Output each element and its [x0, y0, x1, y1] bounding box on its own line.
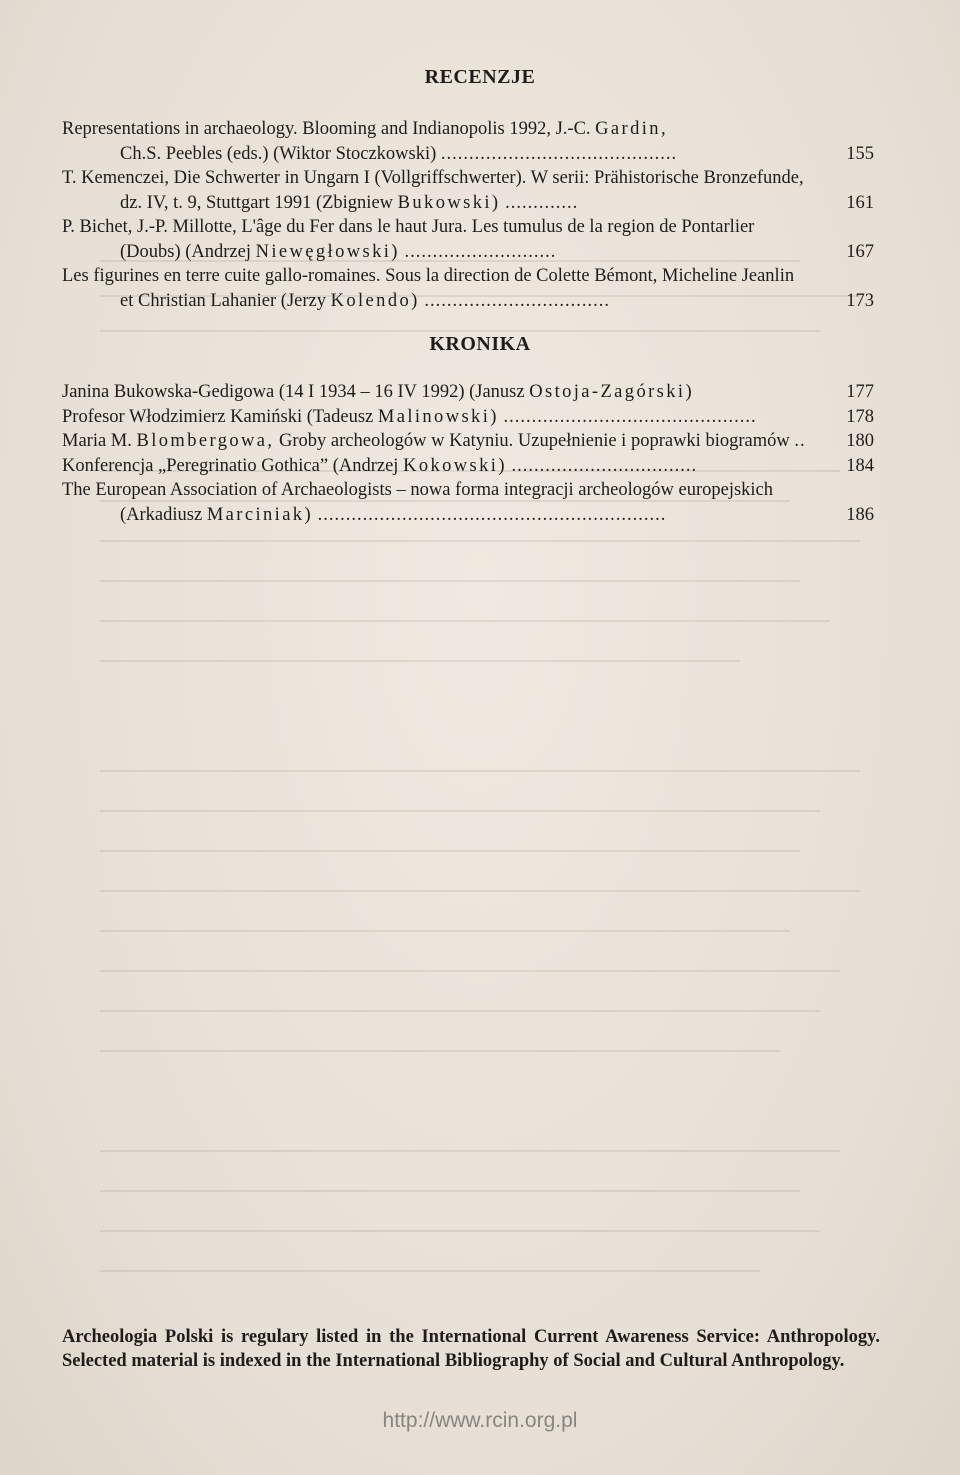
list-item — [62, 264, 874, 313]
list-item — [62, 454, 874, 479]
entry-text: Profesor Włodzimierz Kamiński (Tadeusz Malinowski) ............................................. — [62, 406, 757, 427]
section-title-kronika: KRONIKA — [429, 333, 531, 355]
page-number: 155 — [846, 143, 874, 164]
leader-dots: ............. — [505, 192, 579, 213]
entry-text: Konferencja „Peregrinatio Gothica” (Andrzej Kokowski) ................................. — [62, 455, 698, 476]
leader-dots: ................................. — [511, 455, 698, 476]
list-item — [62, 380, 874, 405]
entry-text: Representations in archaeology. Blooming and Indianopolis 1992, J.-C. Gardin, Ch.S. Peebles (eds.) (Wiktor Stoczkowski) .......................................... — [62, 119, 678, 164]
entry-text: Janina Bukowska-Gedigowa (14 I 1934 – 16 IV 1992) (Janusz Ostoja-Zagórski) — [62, 382, 695, 402]
page-number: 161 — [846, 192, 874, 213]
leader-dots: ............................................. — [503, 406, 757, 427]
leader-dots: ................................. — [424, 290, 610, 311]
entry-text: Maria M. Blombergowa, Groby archeologów w Katyniu. Uzupełnienie i poprawki biogramów .. — [62, 431, 806, 451]
list-item — [62, 166, 874, 215]
kronika-list — [62, 380, 874, 527]
leader-dots: .............................................................. — [317, 504, 667, 525]
list-item — [62, 405, 874, 430]
section-title-recenzje: RECENZJE — [424, 66, 536, 88]
entry-text: The European Association of Archaeologists – nowa forma integracji archeologów europejskich (Arkadiusz Marciniak) .............................................................. — [62, 480, 774, 525]
entry-text: T. Kemenczei, Die Schwerter in Ungarn I (Vollgriffschwerter). W serii: Prähistorische Bronzefunde, dz. IV, t. 9, Stuttgart 1991 (Zbigniew Bukowski) ............. — [62, 168, 804, 213]
page-number: 177 — [846, 382, 874, 402]
entry-text: Les figurines en terre cuite gallo-romaines. Sous la direction de Colette Bémont, Micheline Jeanlin et Christian Lahanier (Jerzy Kolendo) ................................. — [62, 266, 795, 311]
leader-dots: ........................... — [404, 241, 557, 262]
page-number: 180 — [846, 431, 874, 451]
page-number: 186 — [846, 504, 874, 525]
leader-dots: .. — [794, 431, 806, 451]
page-number: 178 — [846, 406, 874, 427]
page-number: 184 — [846, 455, 874, 476]
page-number: 173 — [846, 290, 874, 311]
indexing-note: Archeologia Polski is regulary listed in the International Current Awareness Service: Anthropology. Selected material is indexed in the International Bibliography of Social and Cultural Anthropology. — [62, 1327, 880, 1371]
list-item — [62, 478, 874, 527]
list-item — [62, 215, 874, 264]
list-item — [62, 117, 874, 166]
page-number: 167 — [846, 241, 874, 262]
recenzje-list — [62, 117, 874, 313]
leader-dots: .......................................... — [440, 143, 678, 164]
source-url-watermark: http://www.rcin.org.pl — [382, 1409, 578, 1432]
entry-text: P. Bichet, J.-P. Millotte, L'âge du Fer dans le haut Jura. Les tumulus de la region de Pontarlier (Doubs) (Andrzej Niewęgłowski) ........................... — [62, 217, 755, 262]
list-item — [62, 429, 874, 454]
